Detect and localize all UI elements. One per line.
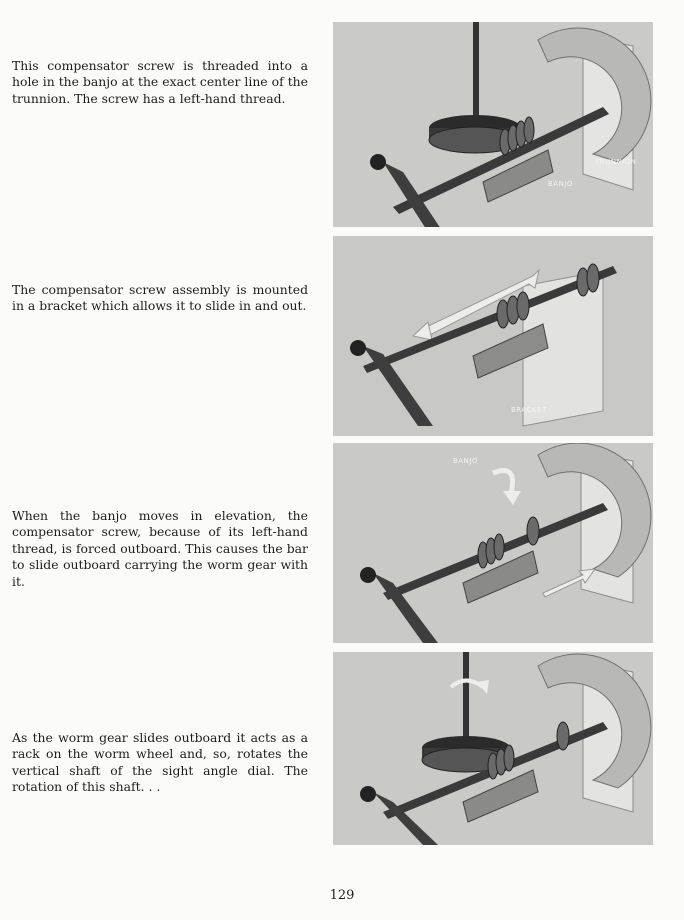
paragraph-banjo-elevation: When the banjo moves in elevation, the compensator screw, because of its left-hand thread, is forced outboard. This causes the bar to slide outboard carrying the worm gear with it. [12,508,308,589]
illustration-banjo-elevation [333,443,653,643]
illustration-worm-gear-rack [333,652,653,845]
illustration-screw-assembly [333,236,653,436]
paragraph-worm-gear: As the worm gear slides outboard it acts as a rack on the worm wheel and, so, rotates the vertical shaft of the sight angle dial. The rotation of this shaft. . . [12,730,308,795]
banjo-elevation-figure [333,443,653,643]
worm-gear-rack-figure [333,652,653,845]
compensator-screw-figure [333,22,653,227]
paragraph-screw-assembly: The compensator screw assembly is mounted in a bracket which allows it to slide in and out. [12,282,308,314]
label-trunnion: TRUNNION [595,158,637,166]
illustration-compensator-screw [333,22,653,227]
label-bracket: BRACKET [511,406,547,414]
screw-assembly-figure [333,236,653,436]
paragraph-compensator-screw: This compensator screw is threaded into a hole in the banjo at the exact center line of the trunnion. The screw has a left-hand thread. [12,58,308,106]
label-banjo-2: BANJO [453,457,478,465]
label-banjo: BANJO [548,180,573,188]
page-number: 129 [329,888,355,903]
